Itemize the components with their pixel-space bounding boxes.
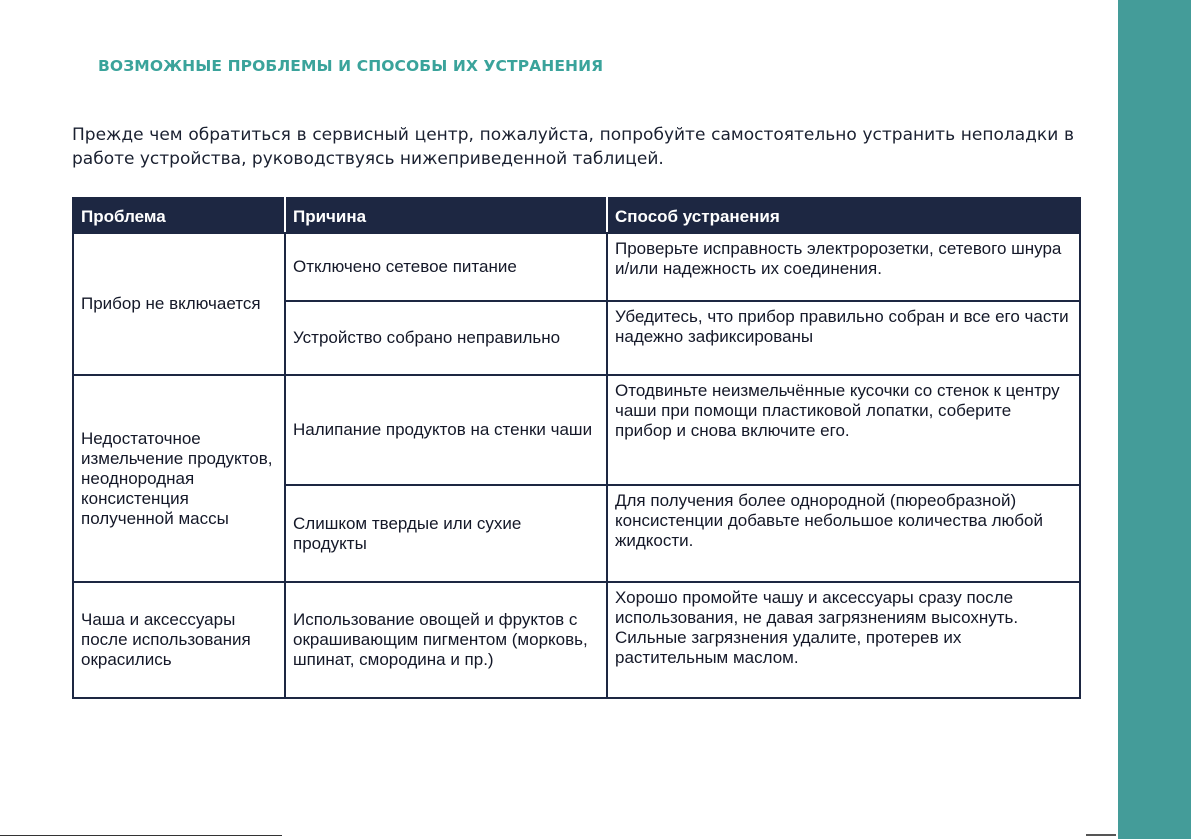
header-cause: Причина	[285, 198, 607, 233]
table-row	[73, 233, 1080, 301]
table-body	[73, 233, 1080, 698]
cause-cell: Налипание продуктов на стенки чаши	[285, 375, 607, 485]
solution-cell: Хорошо промойте чашу и аксессуары сразу после использования, не давая загрязнениям высохнуть. Сильные загрязнения удалите, протерев их растительным маслом.	[607, 582, 1080, 698]
cause-cell: Слишком твердые или сухие продукты	[285, 485, 607, 582]
side-color-bar	[1118, 0, 1191, 839]
troubleshooting-table	[72, 197, 1081, 699]
table-header-row	[73, 198, 1080, 233]
solution-cell: Убедитесь, что прибор правильно собран и все его части надежно зафиксированы	[607, 301, 1080, 375]
crop-mark	[1086, 834, 1116, 836]
bottom-rule	[0, 835, 282, 836]
header-solution: Способ устранения	[607, 198, 1080, 233]
intro-paragraph: Прежде чем обратиться в сервисный центр, пожалуйста, попробуйте самостоятельно устранить неполадки в работе устройства, руководствуясь нижеприведенной таблицей.	[72, 125, 1074, 169]
header-problem: Проблема	[73, 198, 285, 233]
cause-cell: Использование овощей и фруктов с окрашивающим пигментом (морковь, шпинат, смородина и пр.)	[285, 582, 607, 698]
table-header	[73, 198, 1080, 233]
cause-cell: Устройство собрано неправильно	[285, 301, 607, 375]
problem-cell: Недостаточное измельчение продуктов, неоднородная консистенция полученной массы	[73, 375, 285, 582]
solution-cell: Для получения более однородной (пюреобразной) консистенции добавьте небольшое количества любой жидкости.	[607, 485, 1080, 582]
cause-cell: Отключено сетевое питание	[285, 233, 607, 301]
page-title: ВОЗМОЖНЫЕ ПРОБЛЕМЫ И СПОСОБЫ ИХ УСТРАНЕНИЯ	[98, 57, 604, 75]
solution-cell: Проверьте исправность электророзетки, сетевого шнура и/или надежность их соединения.	[607, 233, 1080, 301]
problem-cell: Прибор не включается	[73, 233, 285, 375]
problem-cell: Чаша и аксессуары после использования окрасились	[73, 582, 285, 698]
solution-cell: Отодвиньте неизмельчённые кусочки со стенок к центру чаши при помощи пластиковой лопатки, соберите прибор и снова включите его.	[607, 375, 1080, 485]
table-row	[73, 375, 1080, 485]
table-row	[73, 582, 1080, 698]
